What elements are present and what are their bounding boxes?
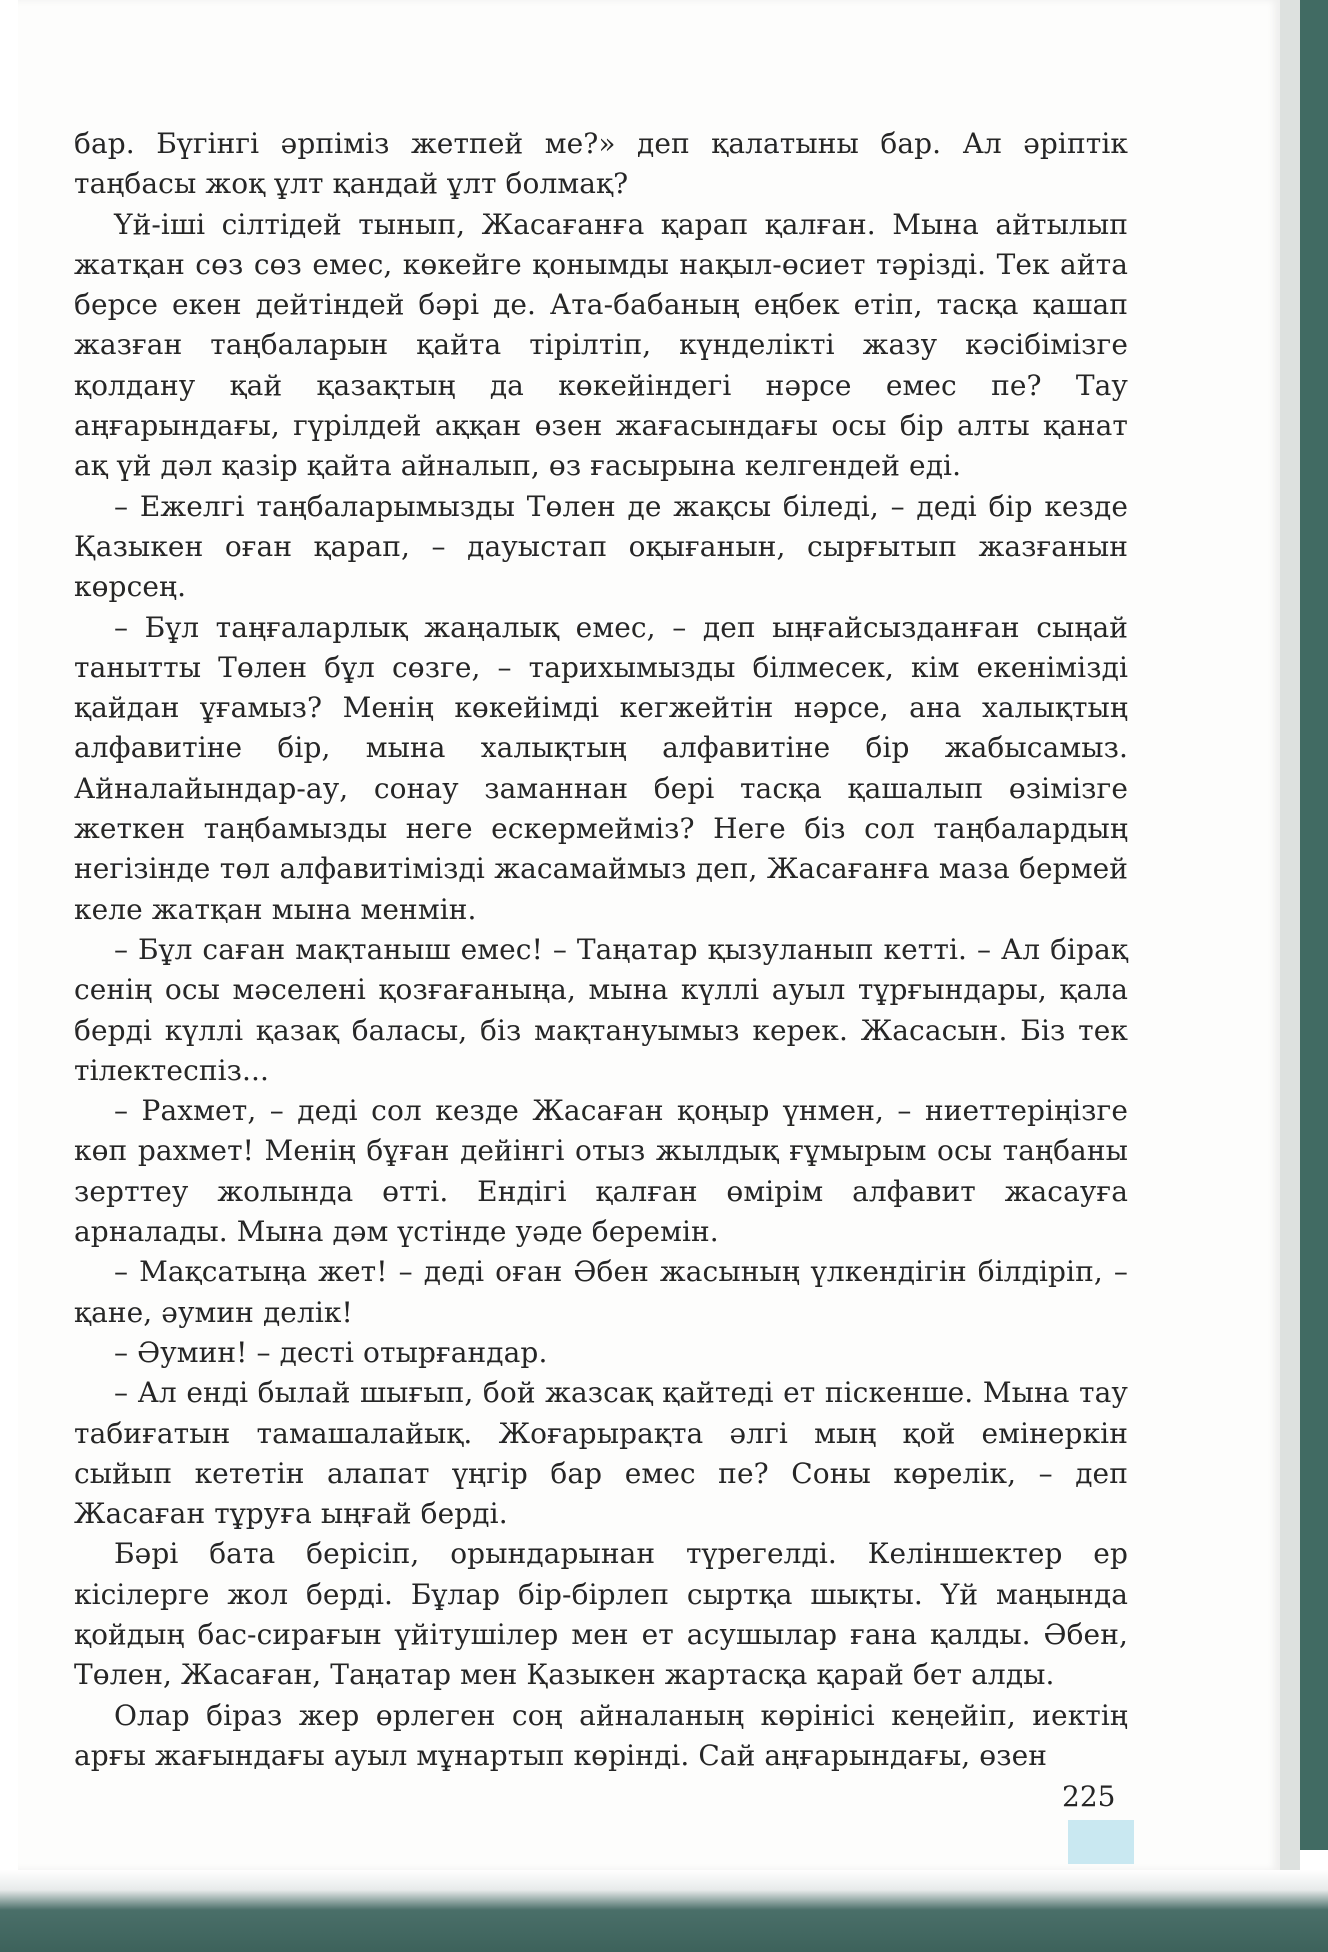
paragraph-10: Бәрі бата берісіп, орындарынан түрегелді. Келіншектер ер кісілерге жол берді. Бұлар бір-бірлеп сыртқа шықты. Үй маңында қойдың бас-сирағын үйітушілер мен ет асушылар ғана қалды. Әбен, Төлен, Жасаған, Таңатар мен Қазыкен жартасқа қарай бет алды.	[74, 1537, 1128, 1692]
page-edge-shadow	[1280, 0, 1300, 1870]
paragraph-3: – Ежелгі таңбаларымызды Төлен де жақсы біледі, – деді бір кезде Қазыкен оған қарап, – дауыстап оқығанын, сырғытып жазғанын көрсең.	[74, 489, 1128, 604]
paragraph-1: бар. Бүгінгі әрпіміз жетпей ме?» деп қалатыны бар. Ал әріптік таңбасы жоқ ұлт қандай ұлт болмақ?	[74, 127, 1128, 201]
paragraph-8: – Әумин! – десті отырғандар.	[114, 1335, 548, 1369]
paragraph-4: – Бұл таңғаларлық жаңалық емес, – деп ыңғайсызданған сыңай танытты Төлен бұл сөзге, – тарихымызды білмесек, кім екенімізді қайдан ұғамыз? Менің көкейімді кегжейтін нәрсе, ана халықтың алфавитіне бір, мына халықтың алфавитіне бір жабысамыз. Айналайындар-ау, сонау заманнан бері тасқа қашалып өзімізге жеткен таңбамызды неге ескермейміз? Неге біз сол таңбалардың негізінде төл алфавитімізді жасамаймыз деп, Жасағанға маза бермей келе жатқан мына менмін.	[74, 610, 1128, 926]
paragraph-2: Үй-іші сілтідей тынып, Жасағанға қарап қалған. Мына айтылып жатқан сөз сөз емес, көкейге қонымды нақыл-өсиет тәрізді. Тек айта берсе екен дейтіндей бәрі де. Ата-бабаның еңбек етіп, тасқа қашап жазған таңбаларын қайта тірілтіп, күнделікті жазу кәсібімізге қолдану қай қазақтың да көкейіндегі нәрсе емес пе? Тау аңғарындағы, гүрілдей аққан өзен жағасындағы осы бір алты қанат ақ үй дәл қазір қайта айналып, өз ғасырына келгендей еді.	[74, 207, 1128, 483]
body-text	[74, 124, 1128, 1776]
page-color-tab	[1068, 1820, 1134, 1864]
page-number: 225	[1062, 1780, 1116, 1813]
page-sheet	[18, 0, 1282, 1870]
paragraph-11: Олар біраз жер өрлеген соң айналаның көрінісі кеңейіп, иектің арғы жағындағы ауыл мұнартып көрінді. Сай аңғарындағы, өзен	[74, 1698, 1128, 1772]
paragraph-5: – Бұл саған мақтаныш емес! – Таңатар қызуланып кетті. – Ал бірақ сенің осы мәселені қозғағаныңа, мына күллі ауыл тұрғындары, қала берді күллі қазақ баласы, біз мақтануымыз керек. Жасасын. Біз тек тілектеспіз...	[74, 932, 1128, 1087]
paragraph-6: – Рахмет, – деді сол кезде Жасаған қоңыр үнмен, – ниеттеріңізге көп рахмет! Менің бұған дейінгі отыз жылдық ғұмырым осы таңбаны зерттеу жолында өтті. Ендігі қалған өмірім алфавит жасауға арналады. Мына дәм үстінде уәде беремін.	[74, 1094, 1128, 1249]
paragraph-7: – Мақсатыңа жет! – деді оған Әбен жасының үлкендігін білдіріп, – қане, әумин делік!	[74, 1255, 1128, 1329]
paragraph-9: – Ал енді былай шығып, бой жазсақ қайтеді ет піскенше. Мына тау табиғатын тамашалайық. Жоғарырақта әлгі мың қой емінеркін сыйып кететін алапат үңгір бар емес пе? Соны көрелік, – деп Жасаған тұруға ыңғай берді.	[74, 1376, 1128, 1531]
